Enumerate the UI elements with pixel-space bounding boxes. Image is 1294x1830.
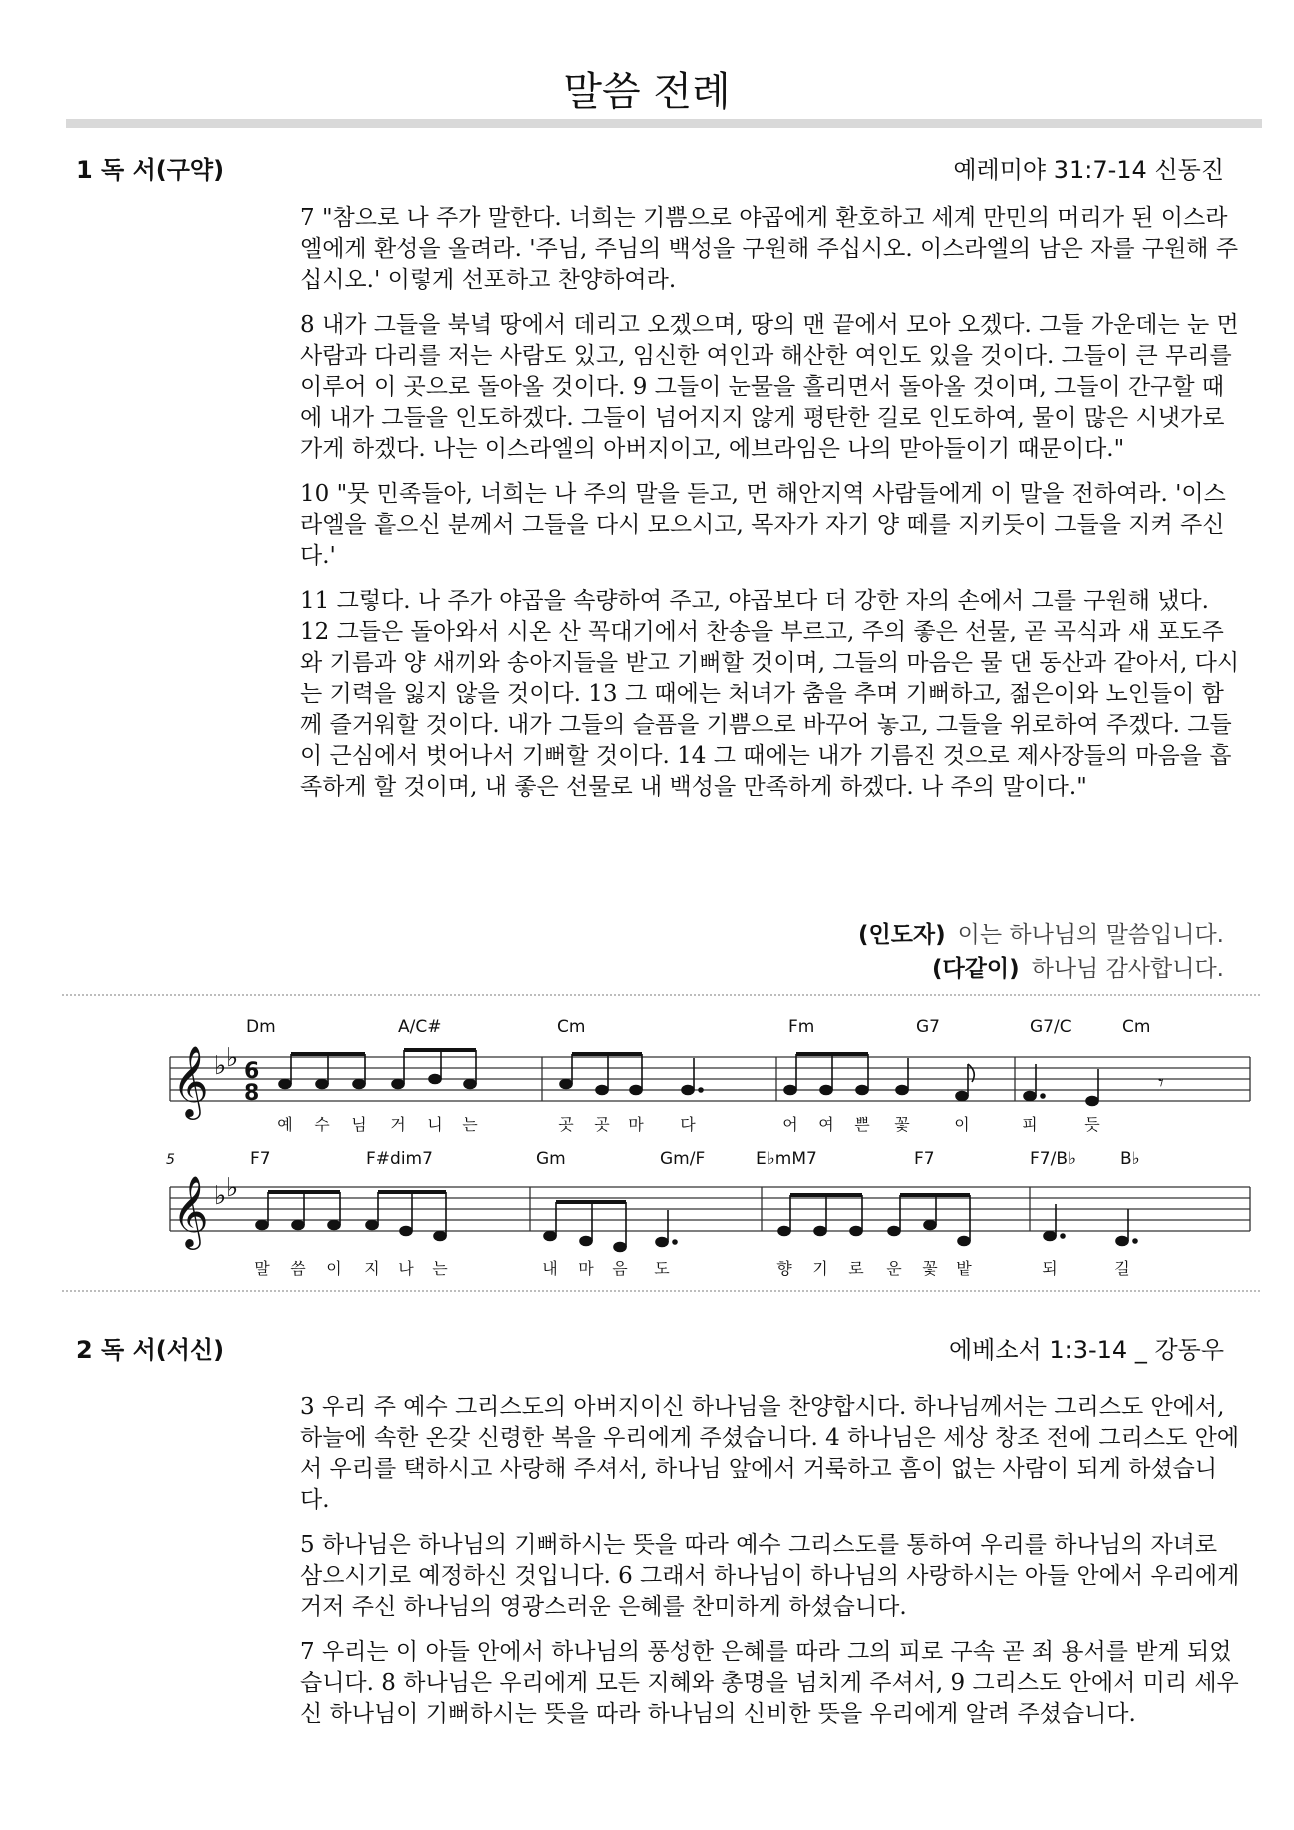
flat-icon: ♭	[214, 1051, 227, 1081]
lyric-syllable: 씀	[290, 1259, 306, 1278]
lyric-syllable: 피	[1022, 1115, 1038, 1134]
reading1-paragraph: 10 "뭇 민족들아, 너희는 나 주의 말을 듣고, 먼 해안지역 사람들에게 이 말을 전하여라. '이스라엘을 흩으신 분께서 그들을 다시 모으시고, 목자가 자기 양 떼를 지키듯이 그들을 지켜 주신다.'	[300, 481, 1226, 569]
flat-icon: ♭	[226, 1043, 239, 1073]
leader-text: 이는 하나님의 말씀입니다.	[957, 922, 1224, 948]
chord-label: G7/C	[1030, 1017, 1072, 1037]
lyric-syllable: 곳	[594, 1115, 610, 1134]
lyric-syllable: 님	[351, 1115, 367, 1134]
lyric-syllable: 듯	[1084, 1115, 1100, 1134]
reading1-reference: 예레미야 31:7-14 신동진	[953, 156, 1224, 184]
lyric-syllable: 나	[398, 1259, 414, 1278]
lyrics-line-1	[277, 1115, 1100, 1134]
lyric-syllable: 는	[432, 1259, 448, 1278]
rest-icon: 𝄾	[1158, 1071, 1164, 1096]
staff-line-1	[170, 1057, 1250, 1101]
flat-icon: ♭	[226, 1173, 239, 1203]
treble-clef-icon: 𝄞	[172, 1174, 209, 1247]
time-sig-bottom: 8	[244, 1081, 260, 1106]
chord-label: Gm	[536, 1149, 566, 1169]
time-sig-top: 6	[244, 1059, 260, 1084]
reading1-heading: 1 독 서(구약)	[76, 156, 225, 184]
chords-line-1	[246, 1017, 1150, 1037]
lyric-syllable: 꽃	[922, 1259, 938, 1278]
music-score	[150, 1012, 1260, 1282]
reading2-heading: 2 독 서(서신)	[76, 1336, 225, 1364]
lyric-syllable: 기	[812, 1259, 828, 1278]
chord-label: F7/B♭	[1030, 1149, 1077, 1169]
lyric-syllable: 길	[1114, 1259, 1130, 1278]
lyric-syllable: 향	[776, 1259, 792, 1278]
title-divider	[66, 119, 1262, 128]
lyric-syllable: 지	[364, 1259, 380, 1278]
reading2-reference: 에베소서 1:3-14 _ 강동우	[949, 1336, 1224, 1364]
lyric-syllable: 되	[1042, 1259, 1058, 1278]
reading1-paragraph: 8 내가 그들을 북녘 땅에서 데리고 오겠으며, 땅의 맨 끝에서 모아 오겠다. 그들 가운데는 눈 먼 사람과 다리를 저는 사람도 있고, 임신한 여인과 해산한 여인도 있을 것이다. 그들이 큰 무리를 이루어 이 곳으로 돌아올 것이다. 9 그들이 눈물을 흘리면서 돌아올 것이며, 그들이 간구할 때에 내가 그들을 인도하겠다. 그들이 넘어지지 않게 평탄한 길로 인도하여, 물이 많은 시냇가로 가게 하겠다. 나는 이스라엘의 아버지이고, 에브라임은 나의 맏아들이기 때문이다."	[300, 312, 1239, 462]
lyric-syllable: 로	[848, 1259, 864, 1278]
chord-label: Fm	[788, 1017, 815, 1037]
lyric-syllable: 말	[254, 1259, 270, 1278]
reading2-paragraph: 7 우리는 이 아들 안에서 하나님의 풍성한 은혜를 따라 그의 피로 구속 곧 죄 용서를 받게 되었습니다. 8 하나님은 우리에게 모든 지혜와 총명을 넘치게 주셔서, 9 그리스도 안에서 미리 세우신 하나님이 기뻐하시는 뜻을 따라 하나님의 신비한 뜻을 우리에게 알려 주셨습니다.	[300, 1639, 1239, 1727]
chord-label: E♭mM7	[756, 1149, 817, 1169]
lyric-syllable: 여	[818, 1115, 834, 1134]
people-text: 하나님 감사합니다.	[1031, 956, 1224, 982]
lyric-syllable: 쁜	[854, 1115, 870, 1134]
leader-response	[858, 916, 1224, 949]
reading2-paragraph: 5 하나님은 하나님의 기뻐하시는 뜻을 따라 예수 그리스도를 통하여 우리를 하나님의 자녀로 삼으시기로 예정하신 것입니다. 6 그래서 하나님이 하나님의 사랑하시는 아들 안에서 우리에게 거저 주신 하나님의 영광스러운 은혜를 찬미하게 하셨습니다.	[300, 1532, 1240, 1620]
page-title: 말씀 전례	[563, 69, 731, 115]
reading2-text	[300, 1392, 1240, 1744]
lyric-syllable: 밭	[956, 1259, 972, 1278]
reading1-paragraph: 7 "참으로 나 주가 말한다. 너희는 기쁨으로 야곱에게 환호하고 세계 만민의 머리가 된 이스라엘에게 환성을 올려라. '주님, 주님의 백성을 구원해 주십시오. 이스라엘의 남은 자를 구원해 주십시오.' 이렇게 선포하고 찬양하여라.	[300, 205, 1239, 293]
notes-line-2	[256, 1192, 1137, 1252]
chords-line-2	[250, 1149, 1140, 1169]
lyric-syllable: 곳	[558, 1115, 574, 1134]
reading1-paragraph: 11 그렇다. 나 주가 야곱을 속량하여 주고, 야곱보다 더 강한 자의 손에서 그를 구원해 냈다. 12 그들은 돌아와서 시온 산 꼭대기에서 찬송을 부르고, 주의 좋은 선물, 곧 곡식과 새 포도주와 기름과 양 새끼와 송아지들을 받고 기뻐할 것이며, 그들의 마음은 물 댄 동산과 같아서, 다시는 기력을 잃지 않을 것이다. 13 그 때에는 처녀가 춤을 추며 기뻐하고, 젊은이와 노인들이 함께 즐거워할 것이다. 내가 그들의 슬픔을 기쁨으로 바꾸어 놓고, 그들을 위로하여 주겠다. 그들이 근심에서 벗어나서 기뻐할 것이다. 14 그 때에는 내가 기름진 것으로 제사장들의 마음을 흡족하게 할 것이며, 내 좋은 선물로 내 백성을 만족하게 하겠다. 나 주의 말이다."	[300, 588, 1240, 800]
chord-label: F7	[250, 1149, 271, 1169]
lyric-syllable: 운	[886, 1259, 902, 1278]
lyric-syllable: 는	[462, 1115, 478, 1134]
chord-label: Cm	[1122, 1017, 1151, 1037]
chord-label: Cm	[557, 1017, 586, 1037]
lyric-syllable: 이	[326, 1259, 342, 1278]
chord-label: Gm/F	[660, 1149, 706, 1169]
lyric-syllable: 이	[954, 1115, 970, 1134]
notes-line-1	[279, 1050, 1098, 1106]
lyric-syllable: 수	[314, 1115, 330, 1134]
lyric-syllable: 다	[680, 1115, 696, 1134]
reading1-text	[300, 203, 1240, 817]
chord-label: F#dim7	[366, 1149, 433, 1169]
lyric-syllable: 내	[542, 1259, 558, 1278]
chord-label: G7	[916, 1017, 940, 1037]
treble-clef-icon: 𝄞	[172, 1044, 209, 1117]
lyric-syllable: 마	[628, 1115, 644, 1134]
section-divider-top	[62, 994, 1260, 996]
lyric-syllable: 거	[390, 1115, 406, 1134]
lyric-syllable: 어	[782, 1115, 798, 1134]
flat-icon: ♭	[214, 1181, 227, 1211]
lyric-syllable: 도	[654, 1259, 670, 1278]
chord-label: F7	[914, 1149, 935, 1169]
lyric-syllable: 마	[578, 1259, 594, 1278]
reading2-paragraph: 3 우리 주 예수 그리스도의 아버지이신 하나님을 찬양합시다. 하나님께서는 그리스도 안에서, 하늘에 속한 온갖 신령한 복을 우리에게 주셨습니다. 4 하나님은 세상 창조 전에 그리스도 안에서 우리를 택하시고 사랑해 주셔서, 하나님 앞에서 거룩하고 흠이 없는 사람이 되게 하셨습니다.	[300, 1394, 1240, 1513]
lyric-syllable: 꽃	[894, 1115, 910, 1134]
leader-label: (인도자)	[857, 922, 946, 948]
people-label: (다같이)	[931, 956, 1020, 982]
people-response	[932, 950, 1224, 983]
lyric-syllable: 예	[277, 1115, 293, 1134]
chord-label: B♭	[1120, 1149, 1140, 1169]
chord-label: Dm	[246, 1017, 276, 1037]
lyric-syllable: 음	[612, 1259, 628, 1278]
section-divider-bottom	[62, 1290, 1260, 1292]
lyrics-line-2	[254, 1259, 1129, 1278]
lyric-syllable: 니	[427, 1115, 443, 1134]
chord-label: A/C#	[398, 1017, 442, 1037]
measure-number: 5	[166, 1152, 175, 1168]
